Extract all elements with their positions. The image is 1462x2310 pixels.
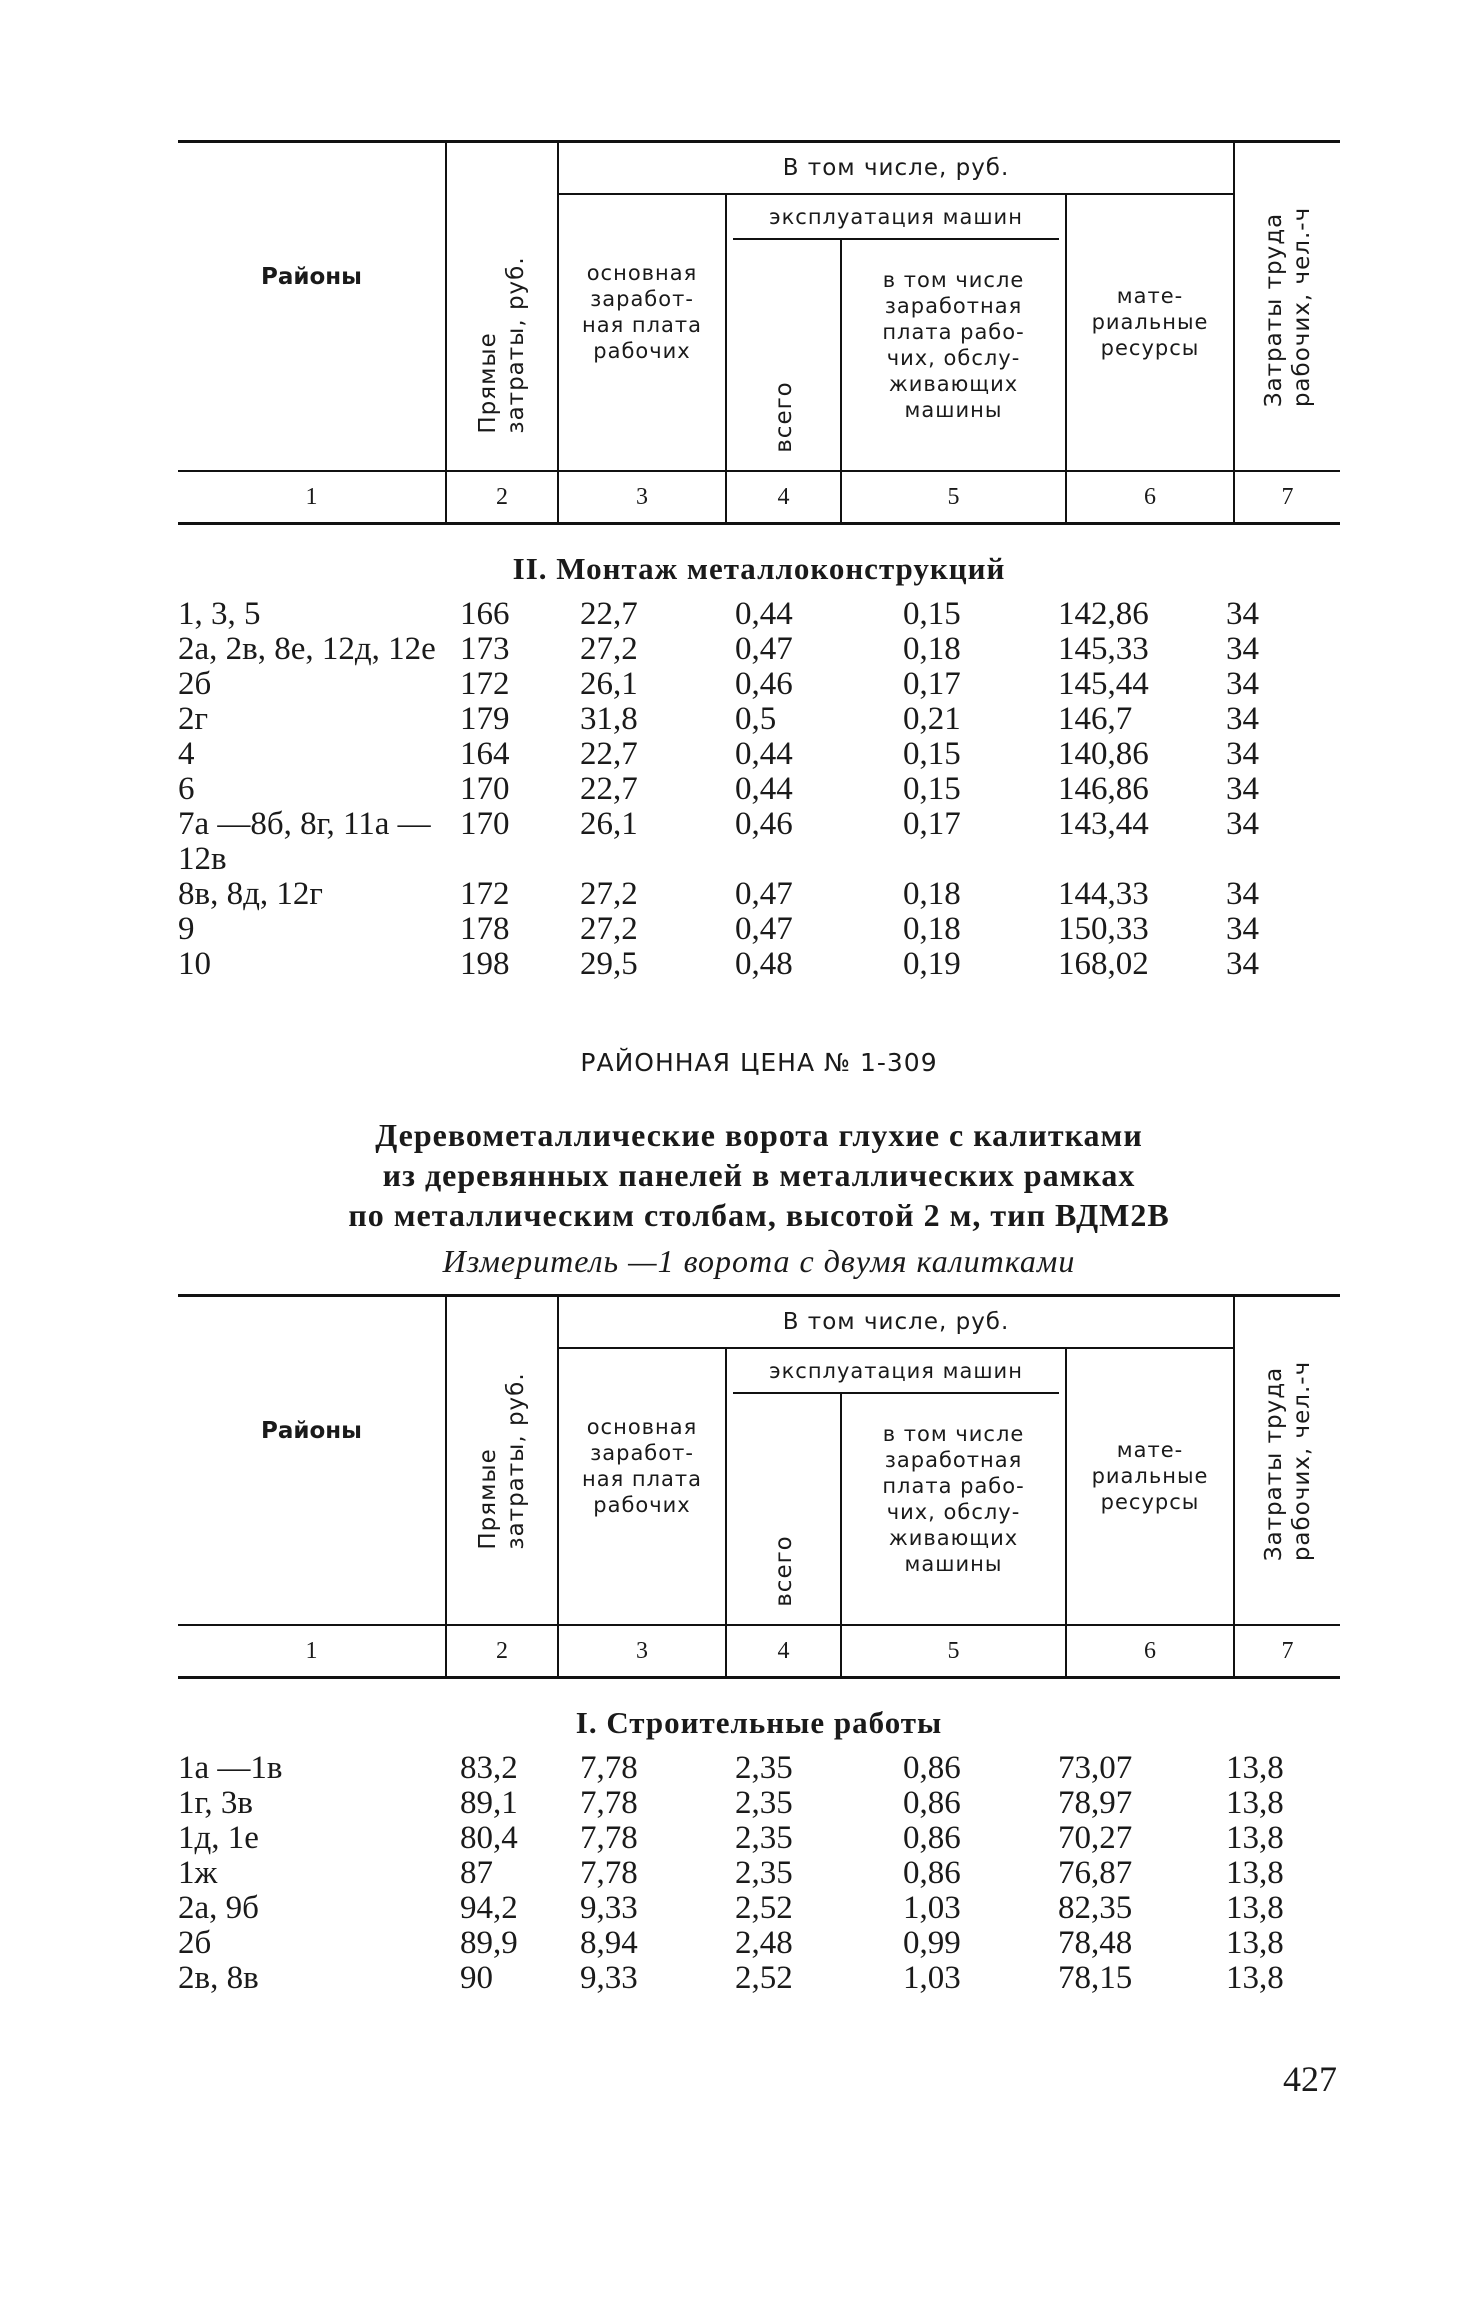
cell-direct: 170 <box>460 771 510 807</box>
table-row <box>178 807 1340 877</box>
cell-region: 6 <box>178 771 195 807</box>
table1-body <box>178 597 1340 982</box>
cell-wage: 22,7 <box>580 771 638 807</box>
colnum2-7: 7 <box>1234 1625 1340 1678</box>
colnum-5: 5 <box>841 471 1066 524</box>
cell-labor: 13,8 <box>1226 1820 1284 1856</box>
cell-mwage: 0,15 <box>903 771 961 807</box>
cell-labor: 34 <box>1226 736 1259 772</box>
table-row <box>178 1751 1340 1786</box>
table2-colnums <box>178 1624 1340 1679</box>
colnum2-4: 4 <box>726 1625 841 1678</box>
cell-wage: 8,94 <box>580 1925 638 1961</box>
cell-direct: 166 <box>460 596 510 632</box>
table-row <box>178 1891 1340 1926</box>
cell-labor: 34 <box>1226 701 1259 737</box>
cell-total: 0,44 <box>735 771 793 807</box>
header-regions: Районы <box>261 263 362 290</box>
main-title <box>178 1115 1340 1235</box>
cell-total: 0,44 <box>735 596 793 632</box>
cell-materials: 150,33 <box>1058 911 1149 947</box>
cell-materials: 145,44 <box>1058 666 1149 702</box>
cell-wage: 7,78 <box>580 1855 638 1891</box>
mwage-line-6: машины <box>904 397 1003 422</box>
cell-total: 0,46 <box>735 666 793 702</box>
cell-direct: 89,1 <box>460 1785 518 1821</box>
table-row <box>178 597 1340 632</box>
cell-labor: 13,8 <box>1226 1925 1284 1961</box>
cell-direct: 178 <box>460 911 510 947</box>
cell-materials: 143,44 <box>1058 806 1149 842</box>
cell-labor: 34 <box>1226 596 1259 632</box>
table-row <box>178 1856 1340 1891</box>
mwage-line-3: плата рабо- <box>882 319 1025 344</box>
cell-region: 2б <box>178 666 212 702</box>
cell-region: 1г, 3в <box>178 1785 253 1821</box>
page-number: 427 <box>1283 2059 1337 2099</box>
cell-labor: 34 <box>1226 806 1259 842</box>
header2-materials <box>1066 1348 1234 1625</box>
header2-regions: Районы <box>261 1417 362 1444</box>
cell-region: 2а, 9б <box>178 1890 259 1926</box>
cell-total: 0,5 <box>735 701 777 737</box>
cell-materials: 70,27 <box>1058 1820 1133 1856</box>
cell-wage: 9,33 <box>580 1890 638 1926</box>
cell-total: 2,35 <box>735 1785 793 1821</box>
table-row <box>178 632 1340 667</box>
wage-line-4: рабочих <box>593 339 691 364</box>
cell-wage: 29,5 <box>580 946 638 982</box>
header-incl: В том числе, руб. <box>558 142 1234 194</box>
cell-materials: 145,33 <box>1058 631 1149 667</box>
colnum2-5: 5 <box>841 1625 1066 1678</box>
mwage-line-1: в том числе <box>882 267 1025 292</box>
header-wage <box>558 194 726 471</box>
materials2-line-2: риальные <box>1091 1464 1209 1489</box>
direct2-line-1: Прямые <box>475 1447 501 1550</box>
cell-mwage: 0,86 <box>903 1820 961 1856</box>
wage2-line-3: ная плата <box>581 1467 703 1492</box>
main-title-line-3: по металлическим столбам, высотой 2 м, тип ВДМ2В <box>348 1197 1170 1233</box>
machine2-label: эксплуатация машин <box>769 1359 1023 1383</box>
main-title-line-2: из деревянных панелей в металлических рамках <box>382 1157 1136 1193</box>
table-row <box>178 1786 1340 1821</box>
header2-machine <box>726 1348 1066 1394</box>
cell-direct: 87 <box>460 1855 493 1891</box>
cell-total: 0,47 <box>735 631 793 667</box>
colnum-4: 4 <box>726 471 841 524</box>
mwage2-line-3: плата рабо- <box>882 1473 1025 1498</box>
colnum-3: 3 <box>558 471 726 524</box>
materials2-line-1: мате- <box>1116 1438 1184 1463</box>
cell-wage: 7,78 <box>580 1750 638 1786</box>
header-direct <box>446 142 558 471</box>
mwage2-line-1: в том числе <box>882 1421 1025 1446</box>
table-row <box>178 702 1340 737</box>
colnum-2: 2 <box>446 471 558 524</box>
cell-mwage: 0,86 <box>903 1855 961 1891</box>
wage-line-2: заработ- <box>590 287 694 312</box>
cell-materials: 168,02 <box>1058 946 1149 982</box>
cell-direct: 94,2 <box>460 1890 518 1926</box>
materials-line-1: мате- <box>1116 284 1184 309</box>
cell-wage: 7,78 <box>580 1785 638 1821</box>
cell-materials: 82,35 <box>1058 1890 1133 1926</box>
cell-direct: 173 <box>460 631 510 667</box>
cell-total: 2,35 <box>735 1855 793 1891</box>
cell-region: 2а, 2в, 8е, 12д, 12е <box>178 631 436 667</box>
mwage2-line-6: машины <box>904 1551 1003 1576</box>
cell-total: 0,46 <box>735 806 793 842</box>
cell-wage: 27,2 <box>580 631 638 667</box>
cell-wage: 27,2 <box>580 911 638 947</box>
labor2-line-2: рабочих, чел.-ч <box>1288 1360 1315 1561</box>
cell-labor: 34 <box>1226 666 1259 702</box>
cell-region: 1, 3, 5 <box>178 596 261 632</box>
direct2-line-2: затраты, руб. <box>503 1371 529 1550</box>
cell-wage: 26,1 <box>580 666 638 702</box>
materials-line-3: ресурсы <box>1100 336 1200 361</box>
cell-labor: 13,8 <box>1226 1855 1284 1891</box>
header-labor <box>1234 142 1340 471</box>
main-title-line-1: Деревометаллические ворота глухие с калитками <box>375 1117 1143 1153</box>
labor2-line-1: Затраты труда <box>1260 1366 1287 1561</box>
cell-total: 2,52 <box>735 1960 793 1996</box>
cell-mwage: 0,19 <box>903 946 961 982</box>
header2-total <box>726 1394 841 1625</box>
table-row <box>178 912 1340 947</box>
cell-mwage: 0,18 <box>903 876 961 912</box>
cell-labor: 34 <box>1226 771 1259 807</box>
cell-wage: 22,7 <box>580 736 638 772</box>
colnum2-3: 3 <box>558 1625 726 1678</box>
cell-wage: 7,78 <box>580 1820 638 1856</box>
mwage-line-5: живающих <box>888 371 1019 396</box>
cell-direct: 164 <box>460 736 510 772</box>
table1-colnums <box>178 470 1340 525</box>
cell-direct: 170 <box>460 806 510 842</box>
cell-region: 7а —8б, 8г, 11а —12в <box>178 806 431 877</box>
header2-machine-wage <box>841 1394 1066 1625</box>
cell-mwage: 1,03 <box>903 1890 961 1926</box>
cell-mwage: 1,03 <box>903 1960 961 1996</box>
direct-line-1: Прямые <box>475 332 501 434</box>
table-row <box>178 947 1340 982</box>
colnum-7: 7 <box>1234 471 1340 524</box>
cell-labor: 34 <box>1226 631 1259 667</box>
cell-materials: 73,07 <box>1058 1750 1133 1786</box>
cell-total: 0,47 <box>735 876 793 912</box>
cell-mwage: 0,21 <box>903 701 961 737</box>
cell-materials: 140,86 <box>1058 736 1149 772</box>
wage2-line-1: основная <box>586 1415 698 1440</box>
cell-labor: 34 <box>1226 876 1259 912</box>
cell-labor: 34 <box>1226 911 1259 947</box>
cell-total: 0,47 <box>735 911 793 947</box>
total-label: всего <box>770 381 797 453</box>
cell-wage: 31,8 <box>580 701 638 737</box>
cell-labor: 13,8 <box>1226 1750 1284 1786</box>
header2-labor <box>1234 1296 1340 1625</box>
materials-line-2: риальные <box>1091 310 1209 335</box>
materials2-line-3: ресурсы <box>1100 1490 1200 1515</box>
cell-region: 4 <box>178 736 195 772</box>
cell-labor: 34 <box>1226 946 1259 982</box>
cell-direct: 172 <box>460 876 510 912</box>
table2-header <box>178 1294 1340 1624</box>
header-machine <box>726 194 1066 240</box>
cell-labor: 13,8 <box>1226 1890 1284 1926</box>
direct-line-2: затраты, руб. <box>503 256 529 434</box>
cell-mwage: 0,18 <box>903 631 961 667</box>
header-total <box>726 240 841 471</box>
mwage2-line-5: живающих <box>888 1525 1019 1550</box>
cell-total: 0,44 <box>735 736 793 772</box>
measure-line: Измеритель —1 ворота с двумя калитками <box>442 1243 1076 1279</box>
cell-region: 8в, 8д, 12г <box>178 876 323 912</box>
table-row <box>178 1961 1340 1996</box>
mwage2-line-4: чих, обслу- <box>886 1499 1021 1524</box>
table-row <box>178 1821 1340 1856</box>
header-materials <box>1066 194 1234 471</box>
table-row <box>178 667 1340 702</box>
table2-body <box>178 1751 1340 1996</box>
cell-direct: 172 <box>460 666 510 702</box>
cell-region: 1д, 1е <box>178 1820 259 1856</box>
colnum-6: 6 <box>1066 471 1234 524</box>
cell-region: 1ж <box>178 1855 218 1891</box>
cell-wage: 9,33 <box>580 1960 638 1996</box>
cell-labor: 13,8 <box>1226 1960 1284 1996</box>
table1-header <box>178 140 1340 470</box>
cell-direct: 179 <box>460 701 510 737</box>
cell-direct: 198 <box>460 946 510 982</box>
price-number-title: РАЙОННАЯ ЦЕНА № 1-309 <box>580 1048 938 1077</box>
machine-label: эксплуатация машин <box>769 205 1023 229</box>
labor-line-1: Затраты труда <box>1260 212 1287 407</box>
cell-wage: 26,1 <box>580 806 638 842</box>
labor-line-2: рабочих, чел.-ч <box>1288 206 1315 407</box>
colnum-1: 1 <box>305 483 318 510</box>
table-row <box>178 772 1340 807</box>
header2-incl: В том числе, руб. <box>558 1296 1234 1348</box>
cell-direct: 90 <box>460 1960 493 1996</box>
colnum2-2: 2 <box>446 1625 558 1678</box>
cell-mwage: 0,99 <box>903 1925 961 1961</box>
cell-wage: 22,7 <box>580 596 638 632</box>
cell-region: 2б <box>178 1925 212 1961</box>
cell-mwage: 0,15 <box>903 596 961 632</box>
cell-mwage: 0,17 <box>903 806 961 842</box>
cell-mwage: 0,15 <box>903 736 961 772</box>
cell-direct: 80,4 <box>460 1820 518 1856</box>
cell-region: 2в, 8в <box>178 1960 259 1996</box>
mwage-line-2: заработная <box>884 293 1023 318</box>
cell-total: 2,48 <box>735 1925 793 1961</box>
header2-direct <box>446 1296 558 1625</box>
cell-total: 2,35 <box>735 1820 793 1856</box>
header2-wage <box>558 1348 726 1625</box>
table-row <box>178 1926 1340 1961</box>
table2-section-title: I. Строительные работы <box>575 1705 943 1740</box>
cell-materials: 144,33 <box>1058 876 1149 912</box>
mwage2-line-2: заработная <box>884 1447 1023 1472</box>
cell-total: 2,35 <box>735 1750 793 1786</box>
cell-total: 2,52 <box>735 1890 793 1926</box>
cell-region: 2г <box>178 701 209 737</box>
cell-materials: 146,86 <box>1058 771 1149 807</box>
cell-materials: 142,86 <box>1058 596 1149 632</box>
cell-wage: 27,2 <box>580 876 638 912</box>
cell-mwage: 0,18 <box>903 911 961 947</box>
cell-mwage: 0,86 <box>903 1750 961 1786</box>
wage2-line-2: заработ- <box>590 1441 694 1466</box>
cell-mwage: 0,86 <box>903 1785 961 1821</box>
cell-direct: 89,9 <box>460 1925 518 1961</box>
wage2-line-4: рабочих <box>593 1493 691 1518</box>
cell-materials: 78,15 <box>1058 1960 1133 1996</box>
colnum2-1: 1 <box>305 1637 318 1664</box>
wage-line-3: ная плата <box>581 313 703 338</box>
header-machine-wage <box>841 240 1066 471</box>
mwage-line-4: чих, обслу- <box>886 345 1021 370</box>
cell-materials: 78,97 <box>1058 1785 1133 1821</box>
cell-labor: 13,8 <box>1226 1785 1284 1821</box>
total2-label: всего <box>770 1535 797 1607</box>
colnum2-6: 6 <box>1066 1625 1234 1678</box>
cell-materials: 76,87 <box>1058 1855 1133 1891</box>
cell-region: 10 <box>178 946 211 982</box>
cell-total: 0,48 <box>735 946 793 982</box>
cell-materials: 78,48 <box>1058 1925 1133 1961</box>
document-page <box>178 140 1340 1996</box>
cell-region: 9 <box>178 911 195 947</box>
cell-mwage: 0,17 <box>903 666 961 702</box>
table1-section-title: II. Монтаж металлоконструкций <box>512 551 1006 586</box>
table-row <box>178 737 1340 772</box>
cell-materials: 146,7 <box>1058 701 1133 737</box>
cell-direct: 83,2 <box>460 1750 518 1786</box>
cell-region: 1а —1в <box>178 1750 283 1786</box>
wage-line-1: основная <box>586 261 698 286</box>
table-row <box>178 877 1340 912</box>
